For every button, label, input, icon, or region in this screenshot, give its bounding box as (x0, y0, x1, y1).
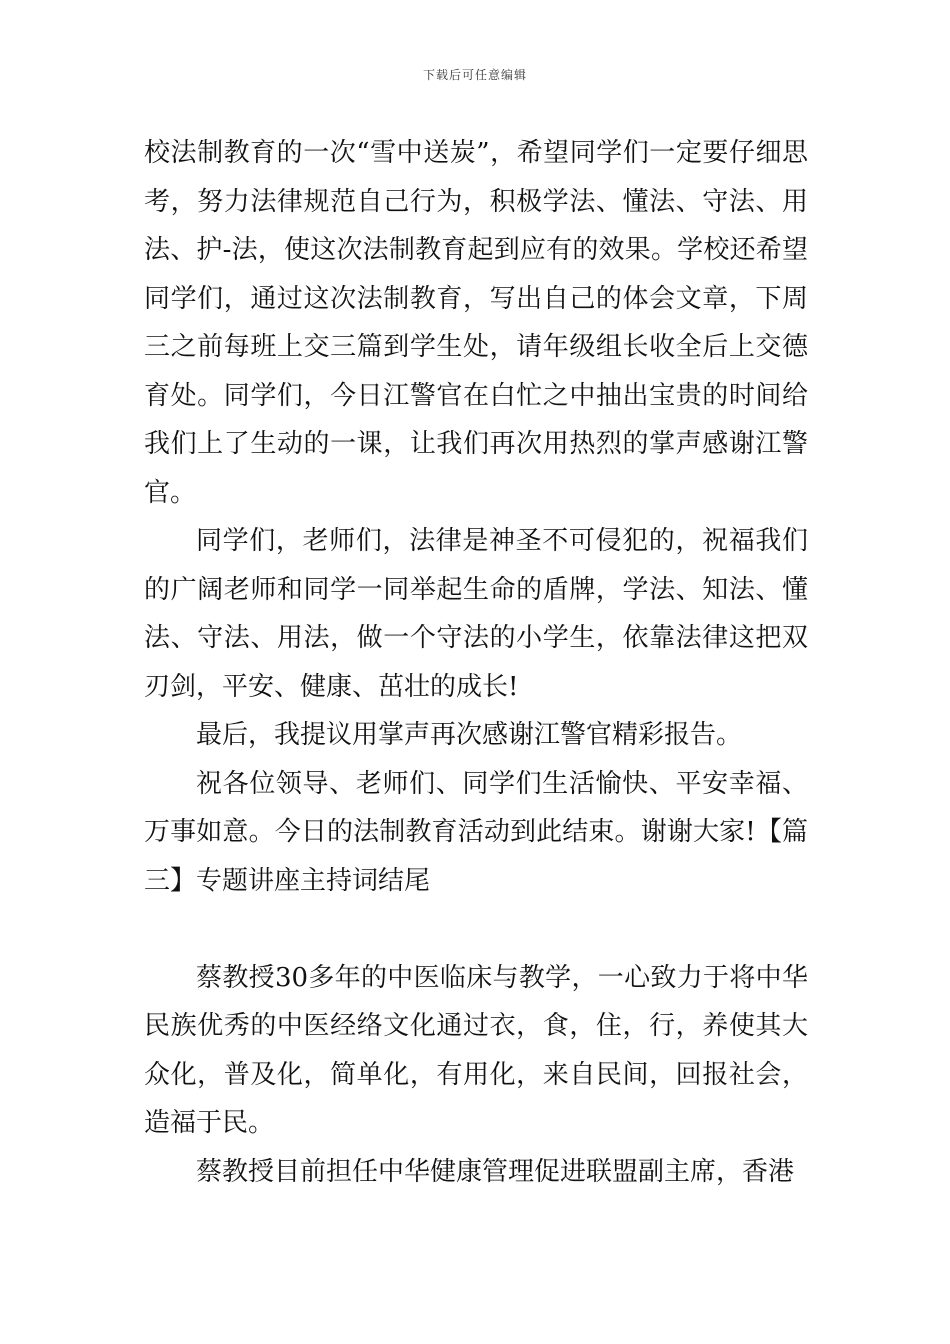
paragraph-professor-position: 蔡教授目前担任中华健康管理促进联盟副主席，香港 (196, 1156, 795, 1187)
paragraph-thanks: 最后，我提议用掌声再次感谢江警官精彩报告。 (196, 720, 743, 750)
paragraph-law-blessing: 同学们，老师们，法律是神圣不可侵犯的，祝福我们的广阔老师和同学一同举起生命的盾牌，学法、知法、懂法、守法、用法，做一个守法的小学生，依靠法律这把双刃剑，平安、健康、茁壮的成长! (144, 526, 808, 702)
page-header-note: 下载后可任意编辑 (422, 68, 527, 82)
paragraph-professor-intro: 蔡教授30多年的中医临床与教学，一心致力于将中华民族优秀的中医经络文化通过衣，食，住，行，养使其大众化，普及化，简单化，有用化，来自民间，回报社会，造福于民。 (144, 962, 808, 1138)
paragraph-closing: 祝各位领导、老师们、同学们生活愉快、平安幸福、万事如意。今日的法制教育活动到此结束。谢谢大家!【篇三】专题讲座主持词结尾 (144, 768, 808, 896)
document-body (144, 129, 808, 1196)
paragraph-spacer (144, 905, 808, 954)
paragraph-continuation: 校法制教育的一次“雪中送炭”，希望同学们一定要仔细思考，努力法律规范自己行为，积极学法、懂法、守法、用法、护-法，使这次法制教育起到应有的效果。学校还希望同学们，通过这次法制教育，写出自己的体会文章，下周三之前每班上交三篇到学生处，请年级组长收全后上交德育处。同学们，今日江警官在白忙之中抽出宝贵的时间给我们上了生动的一课，让我们再次用热烈的掌声感谢江警官。 (144, 138, 808, 508)
